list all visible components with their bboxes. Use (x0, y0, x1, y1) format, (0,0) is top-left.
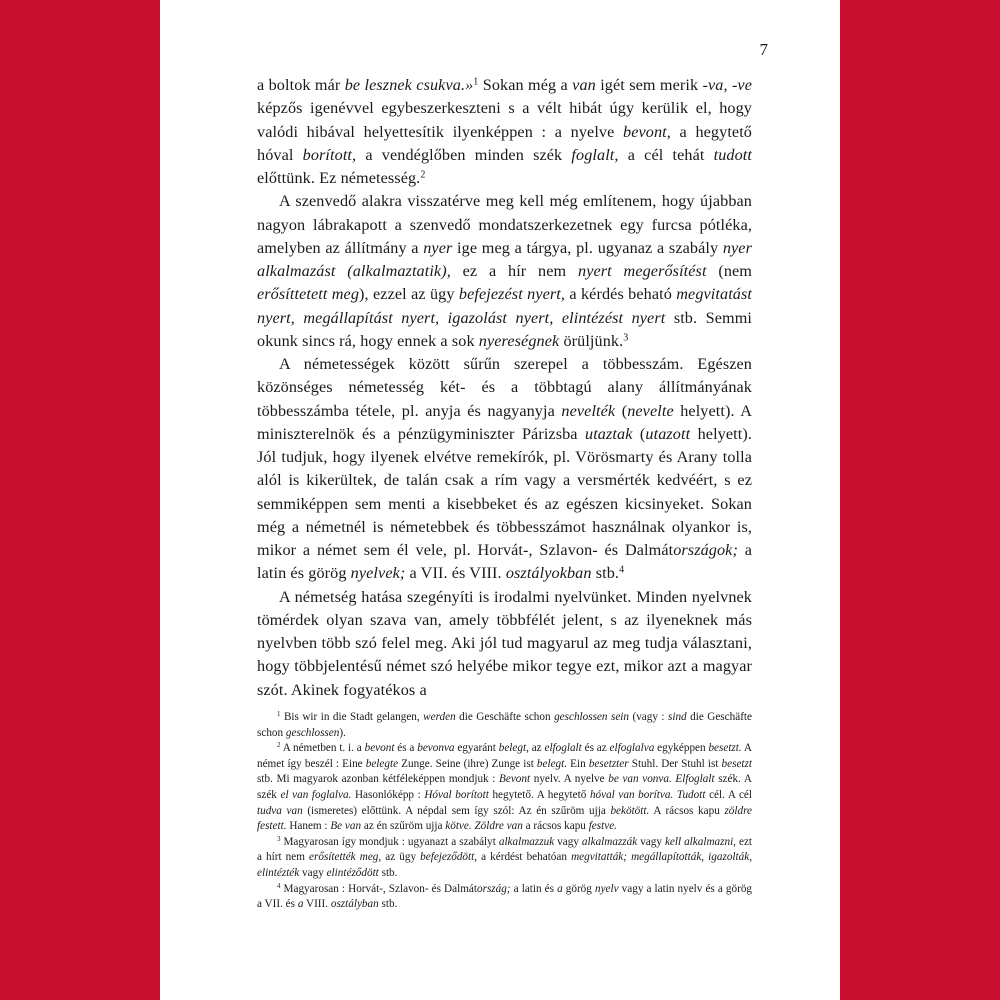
italic-run: elfoglalva (609, 742, 655, 755)
italic-run: alkalmazzuk (498, 835, 555, 848)
italic-run: nevelte (627, 401, 674, 420)
text-run: vagy (554, 835, 582, 848)
italic-run: besetzt (721, 757, 752, 770)
italic-run: nyert megerősítést (578, 262, 707, 280)
text-run: ige meg a tárgya, pl. ugyanaz a szabály (452, 238, 723, 257)
italic-run: a (297, 898, 304, 911)
text-run: Ein (567, 757, 589, 770)
italic-run: megvitatták; megállapították, igazolták, elintézték (257, 851, 752, 879)
text-run: az én szűröm ujja (361, 820, 446, 833)
text-run: Magyarosan így mondjuk : ugyanazt a szabályt (280, 835, 499, 848)
text-run: a kérdést behatóan (477, 851, 572, 864)
footnote-marker: 3 (623, 332, 629, 344)
paragraph-2 (257, 190, 752, 353)
italic-run: borított, (302, 145, 357, 164)
text-run: ( (615, 401, 628, 420)
text-run: stb. Mi magyarok azonban kétféleképpen mondjuk : (257, 773, 500, 786)
italic-run: tudva van (257, 804, 303, 817)
text-run: A rácsos kapu (649, 804, 725, 817)
footnote-2 (257, 741, 752, 835)
text-run: és a (394, 742, 418, 755)
text-run: (nem (706, 262, 752, 280)
text-run: nyelv. A nyelve (530, 773, 609, 786)
italic-run: bekötött. (610, 804, 650, 817)
text-run: görög (562, 882, 595, 895)
italic-run: festve. (588, 820, 617, 833)
text-run: a hegytető hóval (257, 122, 752, 164)
text-run: képzős igenévvel egybeszerkeszteni s a vélt hibát úgy kerülik el, hogy valódi hibával helyettesítik ilyenképpen : a nyelve (257, 99, 752, 141)
text-run: Sokan még a (478, 76, 573, 94)
text-run: helyett). Jól tudjuk, hogy ilyenek elvétve remekírók, pl. Vörösmarty és Arany tolla alól is kikerültek, de talán csak a rím vagy a versmérték kedvéért, s ez semmiképpen sem menti a kisebbeket és az egészen kicsinyeket. Sokan még a németnél is németebbek és többesszámot használnak olyankor is, mikor a német sem él vele, pl. Horvát-, Szlavon- és Dalmát (257, 424, 752, 559)
footnote-marker: 2 (420, 169, 426, 181)
text-run: a latin és görög (257, 541, 752, 583)
italic-run: befejezést nyert, (458, 285, 566, 304)
footnote-marker: 2 (277, 741, 281, 750)
italic-run: országok; (673, 541, 738, 559)
paragraph-3 (257, 353, 752, 586)
italic-run: kötve. Zöldre van (445, 820, 523, 833)
text-run: szék. A szék (257, 773, 752, 801)
text-run: egyaránt (454, 742, 499, 755)
text-run: a vendéglőben minden szék (356, 145, 572, 164)
text-run: vagy a latin nyelv és a görög a VII. és (257, 882, 753, 911)
italic-run: elintéződött (326, 866, 379, 879)
text-run: cél. A cél (705, 788, 752, 801)
text-run: a kérdés beható (565, 285, 677, 304)
italic-run: Bevont (499, 773, 531, 786)
italic-run: be lesznek csukva.» (344, 76, 474, 94)
italic-run: van (572, 76, 596, 94)
text-run: stb. Semmi okunk sincs rá, hogy ennek a sok (257, 308, 752, 350)
text-run: az (528, 742, 545, 755)
text-run: VIII. (303, 898, 331, 911)
italic-run: kell alkalmazni, (664, 835, 736, 848)
italic-run: belegt, (498, 742, 529, 755)
italic-run: nyereségnek (478, 331, 560, 350)
text-run: vagy (299, 866, 327, 879)
italic-run: belegt. (536, 757, 568, 770)
text-run: Stuhl. Der Stuhl ist (628, 757, 722, 770)
italic-run: elfoglalt (544, 742, 582, 755)
italic-run: foglalt, (571, 145, 619, 164)
text-run: A németség hatása szegényíti is irodalmi nyelvünket. Minden nyelvnek tömérdek olyan szava van, amely többfélét jelent, s az ilyeneknek más nyelvben több szó felel meg. Aki jól tud magyarul az meg tudja választani, hogy többjelentésű német szó helyébe mikor tegye ezt, mikor azt a magyar szót. Akinek fogyatékos a (257, 587, 752, 699)
text-run: a rácsos kapu (522, 820, 589, 833)
italic-run: sind (668, 711, 687, 723)
text-run: stb. (378, 866, 398, 879)
text-run: Zunge. Seine (ihre) Zunge ist (398, 757, 537, 770)
italic-run: werden (423, 711, 456, 723)
italic-run: osztályokban (505, 564, 592, 583)
italic-run: nyer (423, 238, 453, 257)
italic-run: bevont (364, 742, 395, 755)
italic-run: nyer alkalmazást (alkalmaztatik), (257, 238, 752, 280)
footnote-3 (257, 835, 752, 882)
text-run: stb. (591, 564, 620, 583)
italic-run: -va, -ve (702, 76, 753, 94)
text-run: A németben t. i. a (280, 742, 365, 755)
text-run: Hasonlóképp : (351, 788, 425, 801)
italic-run: besetzt. (708, 742, 742, 755)
text-run: örüljünk. (559, 331, 624, 350)
text-run: (ismeretes) előttünk. A népdal sem így szól: Az én szűröm ujja (302, 804, 611, 817)
footnote-marker: 1 (473, 76, 479, 88)
italic-run: osztályban (330, 898, 379, 911)
footnote-marker: 4 (277, 881, 281, 890)
text-run: Hanem : (286, 820, 331, 833)
text-run: A német így beszél : Eine (257, 742, 752, 770)
text-run: a cél tehát (618, 145, 714, 164)
page-number: 7 (759, 40, 768, 59)
italic-run: a (557, 882, 563, 895)
italic-run: Hóval borított (424, 788, 489, 801)
italic-run: zöldre festett. (257, 804, 753, 833)
text-run: a boltok már (257, 76, 345, 94)
body-text (257, 74, 752, 702)
footnote-marker: 3 (277, 834, 281, 843)
text-run: stb. (378, 898, 398, 911)
footnotes (257, 710, 752, 913)
text-run: A németességek között sűrűn szerepel a többesszám. Egészen közönséges németesség két- és a többtagú alany állítmányának többesszámba tétele, pl. anyja és nagyanyja (257, 355, 752, 420)
italic-run: el van foglalva. (280, 788, 352, 801)
footnote-4 (257, 882, 752, 913)
text-run: die Geschäfte schon (257, 711, 752, 739)
italic-run: nyelv (594, 882, 619, 895)
italic-run: nevelték (561, 401, 616, 420)
italic-run: ország; (477, 882, 511, 895)
text-run: (vagy : (629, 711, 668, 723)
text-run: ). (339, 726, 346, 739)
text-run: és az (581, 742, 610, 755)
italic-run: geschlossen (285, 726, 340, 739)
text-run: hegytető. A hegytető (488, 788, 590, 801)
text-run: vagy (637, 835, 665, 848)
text-run: a latin és (510, 882, 558, 895)
italic-run: belegte (365, 757, 399, 770)
footnote-1 (257, 710, 752, 741)
book-page (160, 0, 840, 1000)
italic-run: nyelvek; (350, 564, 406, 583)
italic-run: Be van (330, 820, 362, 833)
footnote-marker: 1 (277, 710, 281, 719)
paragraph-4 (257, 586, 752, 702)
italic-run: bevonva (417, 742, 455, 755)
italic-run: tudott (713, 145, 752, 164)
text-run: helyett). A miniszterelnök és a pénzügyminiszter Párizsba (257, 401, 753, 443)
text-run: ezt a hírt nem (257, 835, 753, 864)
italic-run: besetzter (588, 757, 629, 770)
text-run: Magyarosan : Horvát-, Szlavon- és Dalmát (280, 882, 477, 895)
italic-run: be van vonva. Elfoglalt (608, 773, 715, 786)
italic-run: utazott (645, 424, 691, 443)
text-run: Bis wir in die Stadt gelangen, (280, 711, 424, 723)
text-run: ez a hír nem (450, 262, 578, 280)
italic-run: erősíttetett meg (257, 285, 360, 304)
italic-run: megvitatást nyert, megállapítást nyert, igazolást nyert, elintézést nyert (257, 285, 752, 327)
text-run: ( (632, 424, 646, 443)
text-run: a VII. és VIII. (405, 564, 506, 583)
paragraph-1 (257, 74, 752, 190)
text-run: előttünk. Ez németesség. (257, 169, 421, 187)
text-run: egyképpen (654, 742, 709, 755)
italic-run: hóval van borítva. Tudott (589, 788, 706, 801)
text-run: die Geschäfte schon (455, 711, 555, 723)
italic-run: bevont, (623, 122, 671, 141)
italic-run: befejeződött, (420, 851, 478, 864)
text-run: az ügy (381, 851, 421, 864)
text-run: ), ezzel az ügy (359, 285, 459, 304)
footnote-marker: 4 (619, 564, 625, 576)
italic-run: erősítették meg, (309, 851, 382, 864)
text-run: igét sem merik (595, 76, 703, 94)
text-run: A szenvedő alakra visszatérve meg kell még említenem, hogy újabban nagyon lábrakapott a szenvedő mondatszerkezetnek egy furcsa pótléka, amelyben az állítmány a (257, 192, 752, 257)
italic-run: utaztak (585, 424, 633, 443)
italic-run: geschlossen sein (554, 711, 629, 723)
italic-run: alkalmazzák (581, 835, 638, 848)
